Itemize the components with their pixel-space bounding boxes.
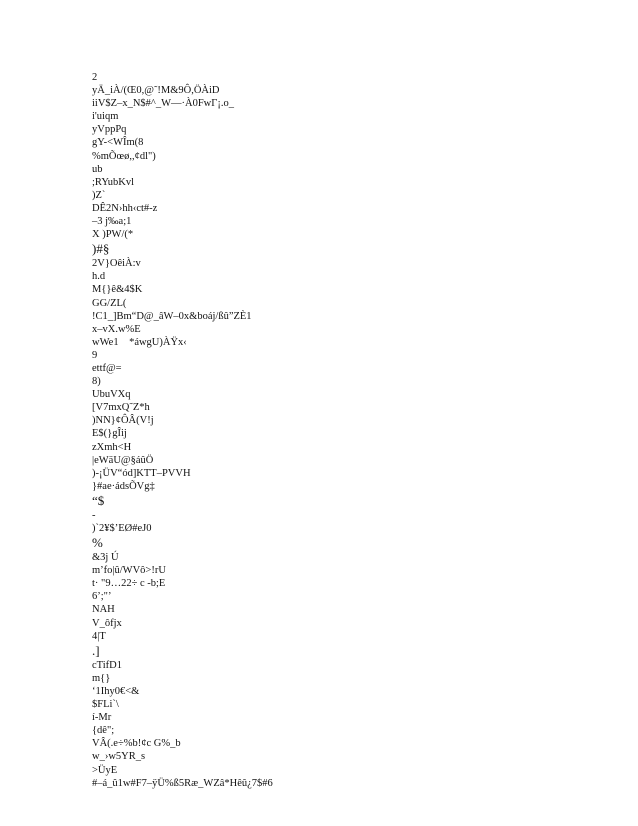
text-line: wWe1 *áwgU)ÀŸx‹ — [92, 336, 187, 348]
text-line: 2 — [92, 72, 98, 83]
text-line: {dê"; — [92, 725, 115, 737]
text-line: ettf@= — [92, 362, 122, 374]
text-line: )`2¥$’EØ#eJ0 — [92, 523, 152, 534]
text-line: DÊ2N›hh‹ct#-z — [92, 202, 158, 214]
text-line: % — [92, 535, 103, 551]
text-line: VÂ(.e÷%b!¢c G%_b — [92, 738, 181, 750]
text-line: V_ôfjx — [92, 617, 122, 629]
text-line: )#§ — [92, 241, 110, 257]
text-line: %mÕœø,,¢dl") — [92, 150, 156, 162]
text-line: –3 j‰a;1 — [92, 216, 132, 228]
text-line: )Z` — [92, 189, 106, 201]
text-line: }#ae·ádsÕVg‡ — [92, 480, 155, 492]
text-line: &3j Ú — [92, 552, 119, 564]
text-line: i'uiqm — [92, 111, 119, 123]
text-line: GG/ZL( — [92, 297, 127, 309]
text-line: iiV$Z–x_N$#^_W—·À0FwΓ¡.o_ — [92, 98, 234, 110]
text-line: gY-<WÎm(8 — [92, 137, 144, 149]
text-line: 2V}OêiÀ:v — [92, 258, 141, 270]
text-line: )NN}¢ÔÂ(V!j — [92, 415, 154, 427]
text-line: ‘1Ihy0€<& — [92, 685, 140, 697]
text-line: #–á_û1w#F7–ÿÜ%ß5Ræ_WZâ*Hêû¿7$#6 — [92, 777, 273, 789]
text-line: |eWäU@§áûÖ — [92, 454, 154, 466]
text-line: t· "9…22÷ c -b;E — [92, 578, 166, 590]
text-line: - — [92, 509, 96, 521]
text-line: yVppPq — [92, 124, 127, 136]
text-line: x–vX.w%E — [92, 323, 141, 335]
text-line: >ÜyE — [92, 764, 118, 776]
text-line: M{}ê&4$K — [92, 284, 143, 296]
text-line: zXmh<H — [92, 441, 132, 453]
text-line: w_›w5YR_s — [92, 751, 146, 763]
text-line: m{} — [92, 672, 111, 684]
text-line: UbuVXq — [92, 389, 131, 401]
text-line: )-¡ÜV“ód]KTT–PVVH — [92, 467, 191, 479]
text-line: 6’;"’ — [92, 591, 112, 603]
text-line: [V7mxQ˜Z*h — [92, 402, 150, 414]
text-line: ;RYubKvl — [92, 176, 135, 188]
text-line: 4|T — [92, 630, 106, 642]
text-line: h.d — [92, 271, 106, 283]
text-line: NAH — [92, 604, 115, 616]
text-line: !C1_]Bm“D@_âW–0x&boáj/ßû”ZÈ1 — [92, 310, 252, 322]
text-line: X )PW/(* — [92, 229, 134, 241]
text-line: $FLi`\ — [92, 699, 119, 711]
text-line: yÄ_iÀ/(Œ0,@˜!M&9Ô,ÖÀiD — [92, 85, 220, 97]
text-line: ub — [92, 163, 103, 175]
text-line: 9 — [92, 349, 98, 361]
text-body — [92, 71, 612, 790]
text-line: í-Mr — [92, 712, 112, 724]
text-line: 8) — [92, 376, 101, 388]
text-line: cTifD1 — [92, 659, 122, 671]
text-line: m’fo|û/WVô>!rU — [92, 565, 166, 577]
text-line: E$(}gÎij — [92, 428, 127, 440]
text-line: .] — [92, 642, 100, 658]
text-line: “$ — [92, 492, 105, 508]
